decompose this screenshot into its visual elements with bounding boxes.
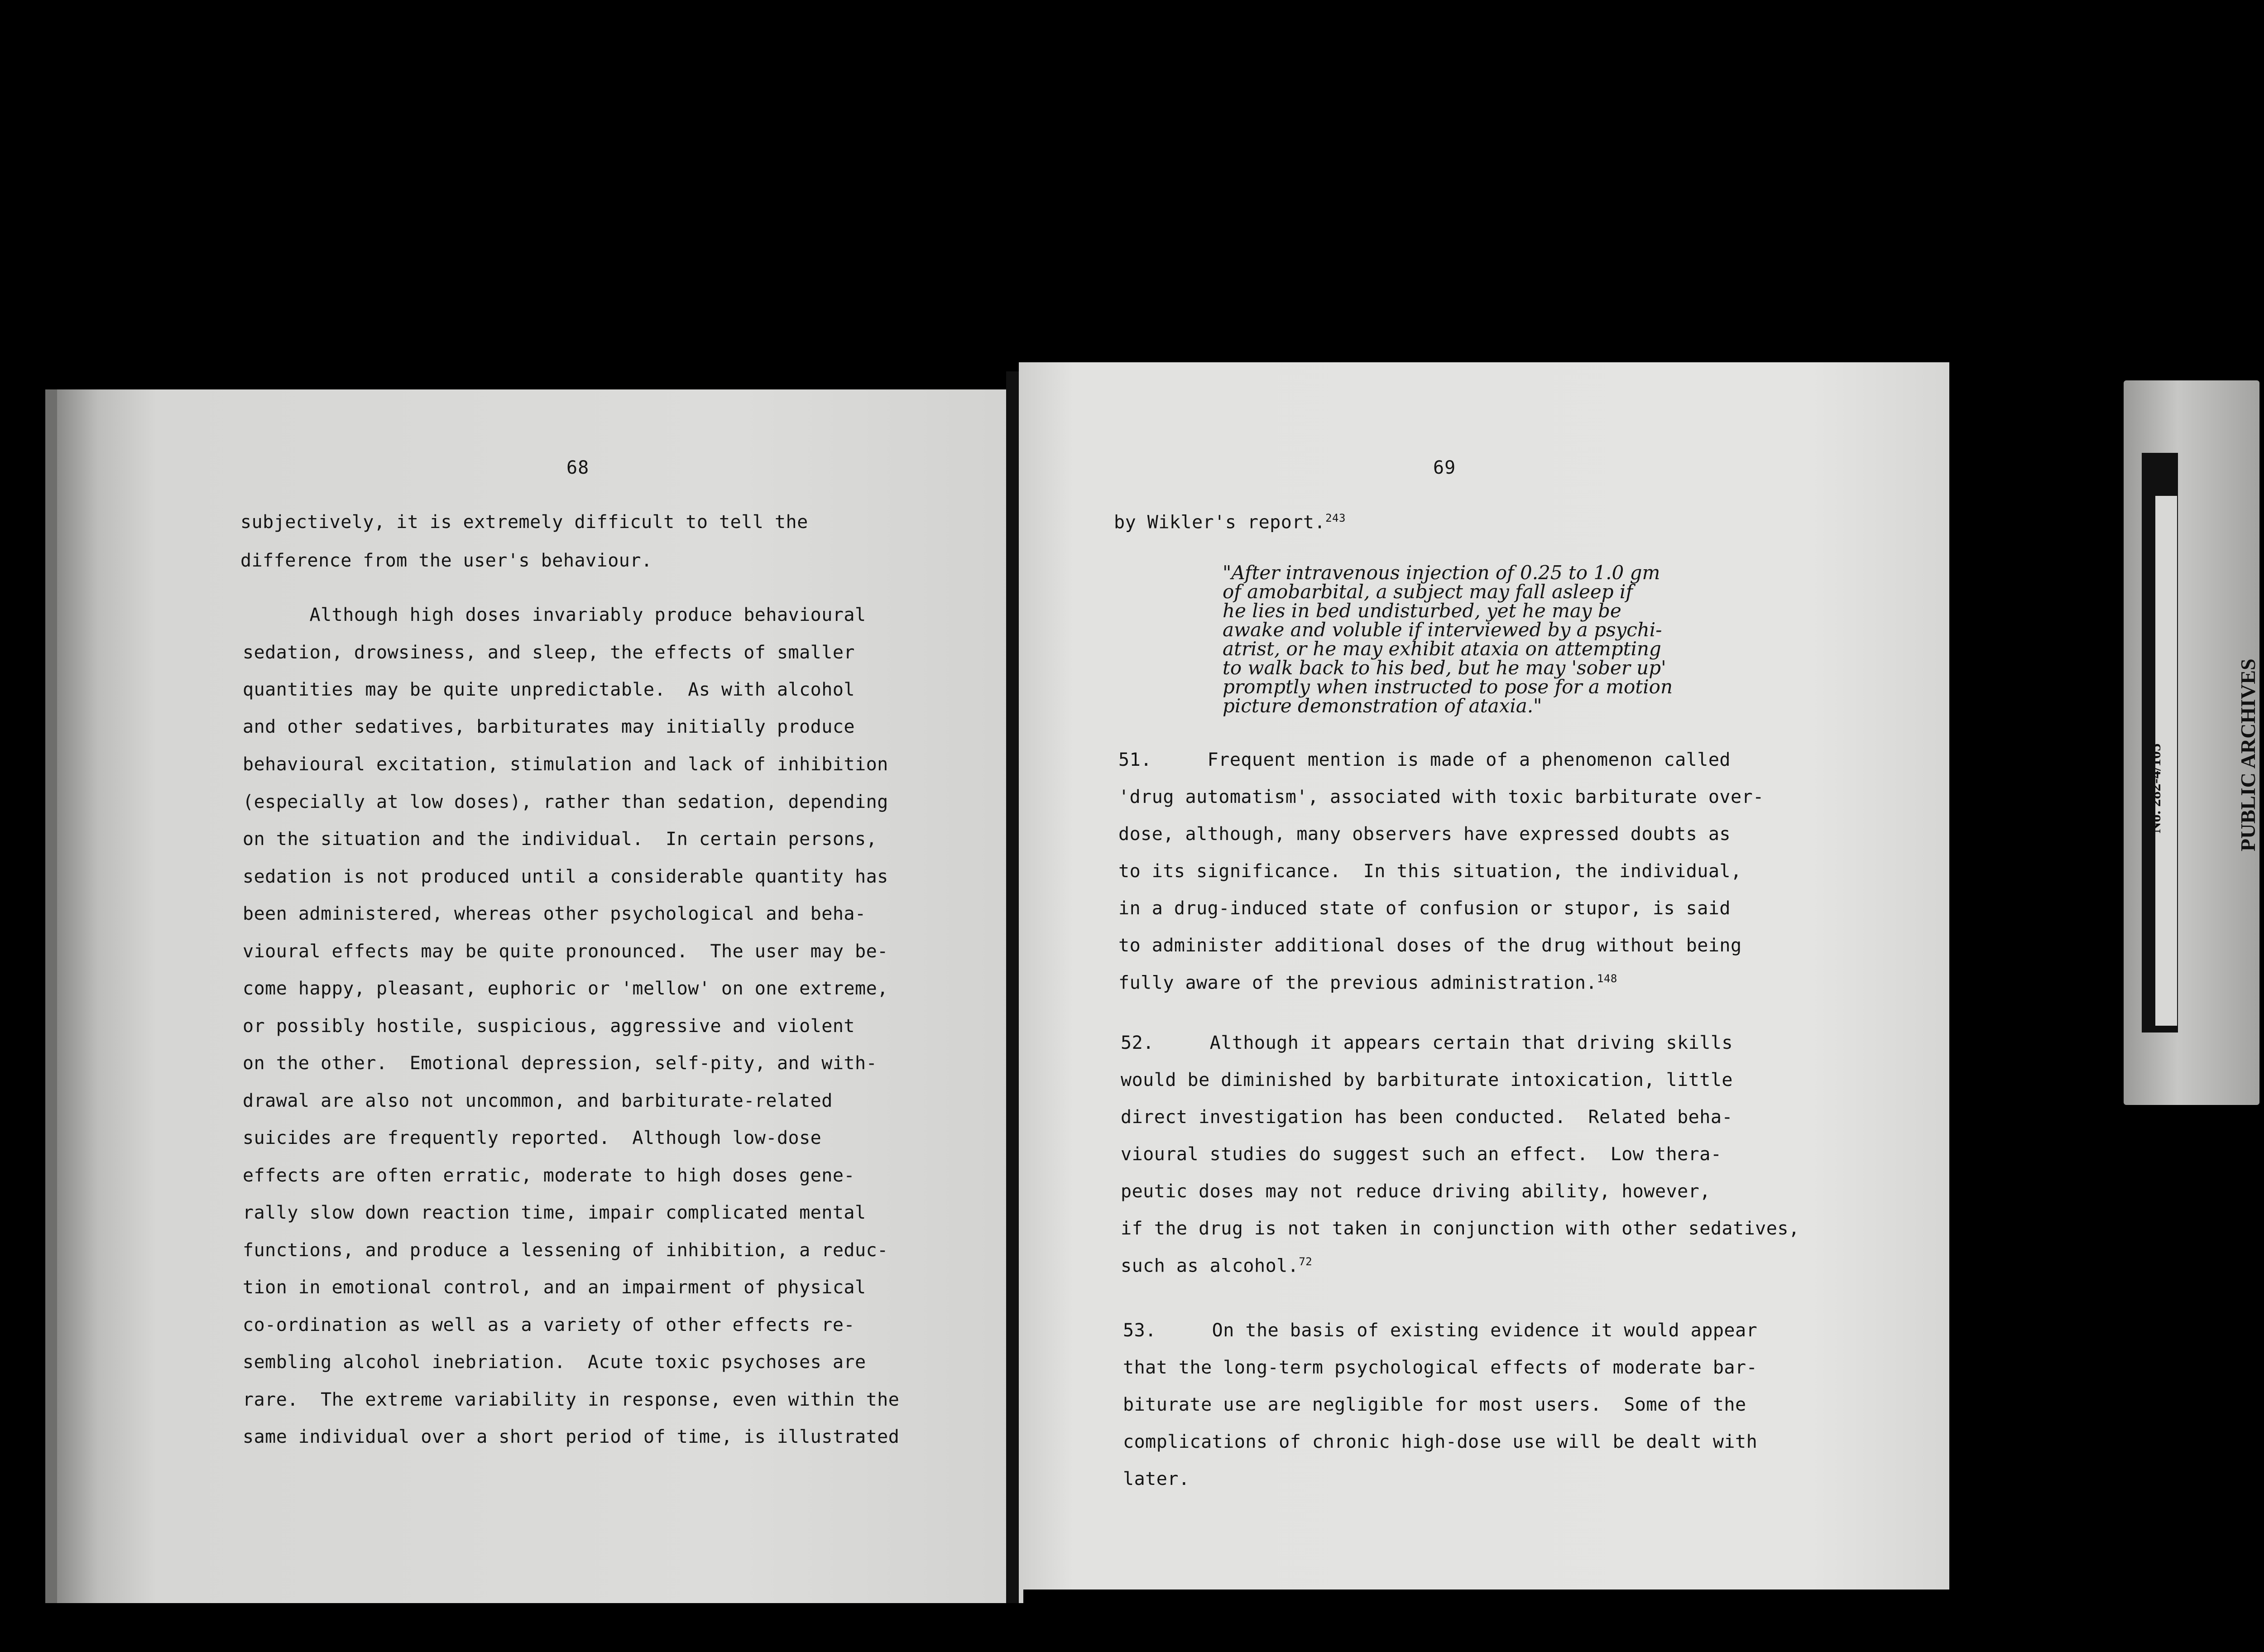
page-number: 68 [566,457,590,478]
text-line [1118,824,1731,845]
text-line [1123,1431,1757,1452]
book-gutter [1006,371,1019,1603]
text-line [1121,1107,1733,1128]
quote-line [1223,695,1542,717]
text-line: drawal are also not uncommon, and barbiturate-related [243,1090,833,1111]
text-line-content: fully aware of the previous administration. [1118,972,1597,994]
text-line-content: that the long-term psychological effects of moderate bar- [1123,1357,1758,1378]
text-line-content: picture demonstration of ataxia." [1223,695,1542,717]
text-line [1123,1469,1190,1489]
text-line-content: direct investigation has been conducted. Related beha- [1121,1107,1733,1128]
text-line-content: if the drug is not taken in conjunction with other sedatives, [1121,1218,1800,1239]
text-line-content: to walk back to his bed, but he may 'sober up' [1223,657,1666,679]
text-line-content: dose, although, many observers have expressed doubts as [1118,824,1731,845]
text-line: quantities may be quite unpredictable. As with alcohol [243,679,855,700]
text-line-content: later. [1123,1469,1190,1489]
text-line: on the other. Emotional depression, self-pity, and with- [243,1053,878,1074]
opening-text: by Wikler's report. [1114,512,1326,533]
text-line: co-ordination as well as a variety of other effects re- [243,1315,855,1335]
text-line: sedation is not produced until a considerable quantity has [243,866,888,887]
text-line: subjectively, it is extremely difficult to tell the [240,512,808,533]
text-line-content: would be diminished by barbiturate intoxication, little [1121,1070,1733,1090]
text-line [1123,1394,1746,1415]
text-line-content: 52. Although it appears certain that driving skills [1121,1032,1733,1053]
text-line: on the situation and the individual. In certain persons, [243,829,878,850]
footnote-ref: 148 [1597,972,1617,985]
text-line: or possibly hostile, suspicious, aggressive and violent [243,1016,855,1037]
footnote-ref: 243 [1325,512,1346,524]
text-line: and other sedatives, barbiturates may initially produce [243,716,855,737]
text-line: rare. The extreme variability in response, even within the [243,1389,900,1410]
text-line: Although high doses invariably produce behavioural [243,605,866,625]
text-line-content: he lies in bed undisturbed, yet he may be [1223,600,1621,622]
text-line [1118,749,1731,770]
archive-stamp [2201,616,2264,851]
text-line-content: 53. On the basis of existing evidence it would appear [1123,1320,1758,1341]
text-line-content: biturate use are negligible for most users. Some of the [1123,1394,1746,1415]
text-line [1121,1070,1733,1090]
text-line [1121,1218,1800,1239]
text-line-content: such as alcohol. [1121,1255,1299,1277]
text-line: functions, and produce a lessening of inhibition, a reduc- [243,1240,888,1261]
opening-line [1114,512,1346,533]
text-line [1118,972,1617,993]
text-line [1118,898,1731,919]
text-line: sembling alcohol inebriation. Acute toxic psychoses are [243,1352,866,1373]
text-line [1123,1320,1757,1341]
text-line: vioural effects may be quite pronounced. The user may be- [243,941,888,962]
text-line-content: awake and voluble if interviewed by a psychi- [1223,619,1662,641]
text-line: effects are often erratic, moderate to high doses gene- [243,1165,855,1186]
text-line: difference from the user's behaviour. [240,550,652,571]
text-line [1118,861,1742,882]
text-line: behavioural excitation, stimulation and lack of inhibition [243,754,888,775]
text-line-content: promptly when instructed to pose for a motion [1223,676,1673,698]
text-line: been administered, whereas other psychological and beha- [243,903,866,924]
text-line: (especially at low doses), rather than sedation, depending [243,792,888,812]
text-line-content: 'drug automatism', associated with toxic barbiturate over- [1118,787,1764,807]
text-line [1121,1255,1312,1276]
text-line-content: of amobarbital, a subject may fall asleep if [1223,581,1633,603]
text-line [1121,1181,1711,1202]
text-line: suicides are frequently reported. Although low-dose [243,1128,822,1148]
text-line-content: peutic doses may not reduce driving ability, however, [1121,1181,1711,1202]
archive-reference: No. 282-4/105 [2147,743,2164,833]
text-line: sedation, drowsiness, and sleep, the effects of smaller [243,642,855,663]
text-line [1118,787,1764,807]
text-line [1121,1032,1733,1053]
text-line: tion in emotional control, and an impairment of physical [243,1277,866,1298]
text-line [1118,935,1742,956]
archive-stamp-line: PUBLIC ARCHIVES [2236,658,2259,851]
text-line: rally slow down reaction time, impair complicated mental [243,1202,866,1223]
left-page [45,389,1023,1603]
text-line-content: atrist, or he may exhibit ataxia on attempting [1223,638,1661,660]
right-page [1019,362,1949,1590]
text-line-content: vioural studies do suggest such an effect. Low thera- [1121,1144,1722,1165]
text-line [1121,1144,1722,1165]
text-line: come happy, pleasant, euphoric or 'mellow' on one extreme, [243,978,888,999]
text-line-content: complications of chronic high-dose use will be dealt with [1123,1431,1758,1452]
footnote-ref: 72 [1299,1255,1313,1268]
text-line-content: to administer additional doses of the drug without being [1118,935,1742,956]
text-line-content: "After intravenous injection of 0.25 to 1.0 gm [1223,562,1660,584]
text-line-content: to its significance. In this situation, the individual, [1118,861,1742,882]
page-number: 69 [1433,457,1456,478]
text-line: same individual over a short period of time, is illustrated [243,1426,900,1447]
text-line-content: 51. Frequent mention is made of a phenomenon called [1118,749,1731,770]
text-line [1123,1357,1757,1378]
text-line-content: in a drug-induced state of confusion or stupor, is said [1118,898,1731,919]
